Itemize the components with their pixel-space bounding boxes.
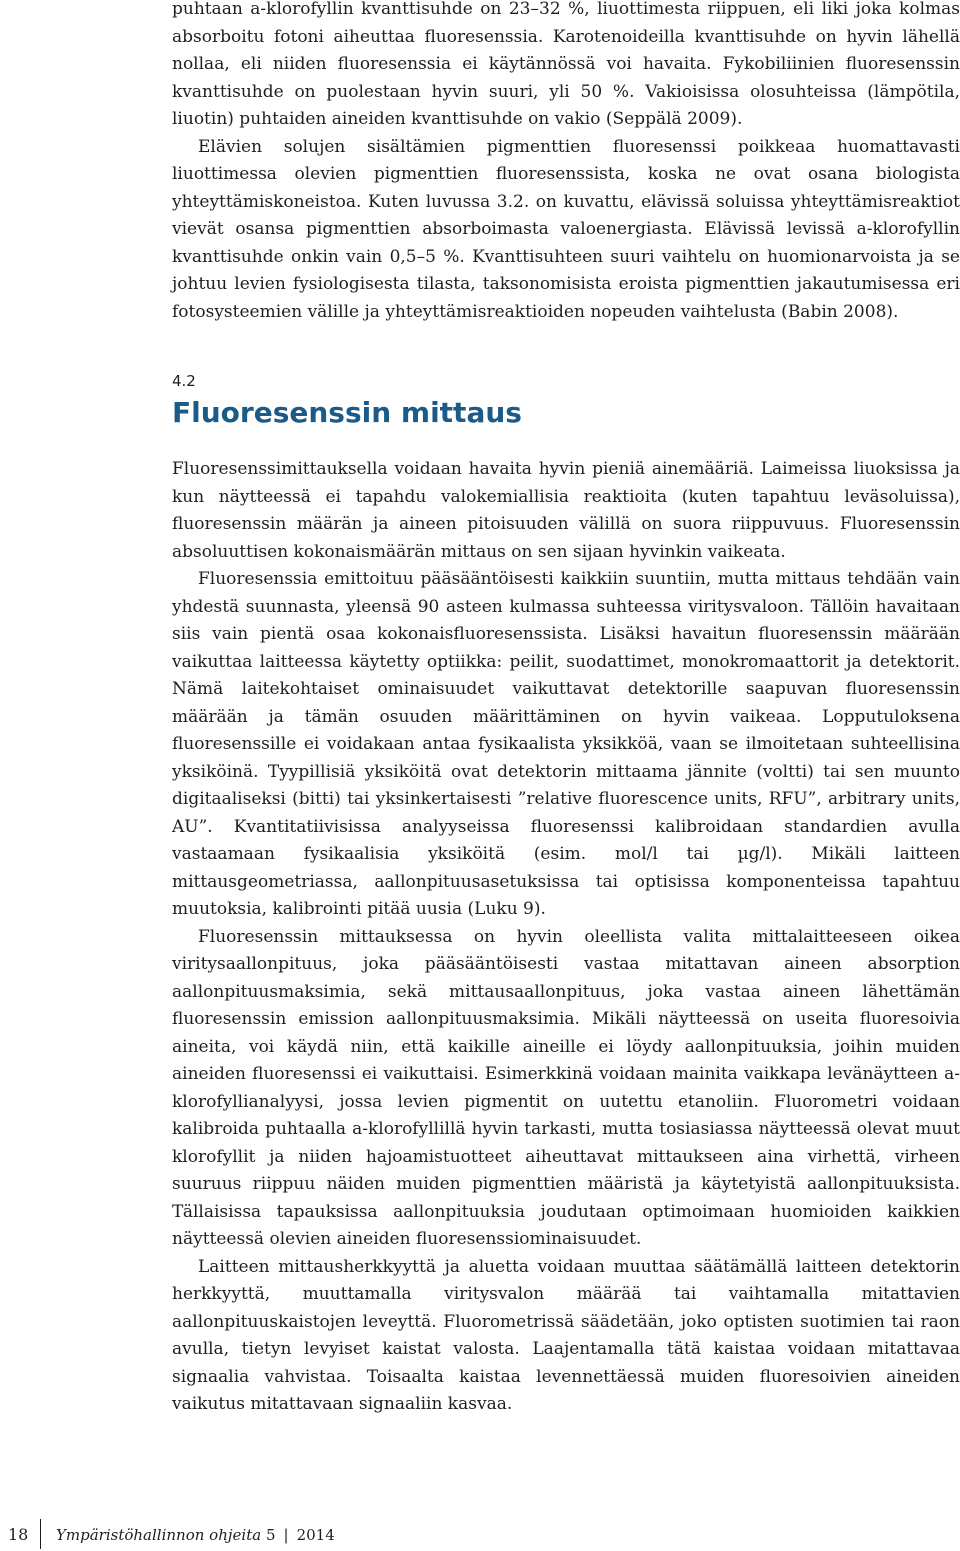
page-number: 18 [8,1525,29,1544]
footer-publication [56,1526,335,1544]
section-paragraph: Fluoresenssimittauksella voidaan havaita hyvin pieniä ainemääriä. Laimeissa liuoksissa ja kun näytteessä ei tapahdu valokemiallisia reaktioita (kuten tapahtuu leväsoluissa), fluoresenssin määrän ja aineen pitoisuuden välillä on suora riippuvuus. Fluoresenssin absoluuttisen kokonaismäärän mittaus on sen sijaan hyvinkin vaikeata. [172,459,960,562]
section-paragraph: Fluoresenssia emittoituu pääsääntöisesti kaikkiin suuntiin, mutta mittaus tehdään vain yhdestä suunnasta, yleensä 90 asteen kulmassa suhteessa viritysvaloon. Tällöin havaitaan siis vain pientä osaa kokonaisfluoresenssista. Lisäksi havaitun fluoresenssin määrään vaikuttaa laitteessa käytetty optiikka: peilit, suodattimet, monokromaattorit ja detektorit. Nämä laitekohtaiset ominaisuudet vaikuttavat detektorille saapuvan fluoresenssin määrään ja tämän osuuden määrittäminen on hyvin vaikeaa. Lopputuloksena fluoresenssille ei voidakaan antaa fysikaalista yksikköä, vaan se ilmoitetaan suhteellisina yksiköinä. Tyypillisiä yksiköitä ovat detektorin mittaama jännite (voltti) tai sen muunto digitaaliseksi (bitti) tai yksinkertaisesti ”relative fluorescence units, RFU”, arbitrary units, AU”. Kvantitatiivisissa analyyseissa fluoresenssi kalibroidaan standardien avulla vastaamaan fysikaalisia yksiköitä (esim. mol/l tai µg/l). Mikäli laitteen mittausgeometriassa, aallonpituusasetuksissa tai optisissa komponenteissa tapahtuu muutoksia, kalibrointi pitää uusia (Luku 9). [172,569,960,919]
body-paragraph: puhtaan a-klorofyllin kvanttisuhde on 23–32 %, liuottimesta riippuen, eli liki joka kolmas absorboitu fotoni aiheuttaa fluoresenssia. Karotenoideilla kvanttisuhde on hyvin lähellä nollaa, eli niiden fluoresenssia ei käytännössä voi havaita. Fykobiliinien fluoresenssin kvanttisuhde on puolestaan hyvin suuri, yli 50 %. Vakioisissa olosuhteissa (lämpötila, liuotin) puhtaiden aineiden kvanttisuhde on vakio (Seppälä 2009). [172,0,960,129]
publication-name: Ympäristöhallinnon ohjeita [56,1526,262,1544]
footer-pipe: | [283,1526,289,1544]
section-title: Fluoresenssin mittaus [172,396,522,429]
page-footer [0,1519,960,1551]
publication-year: 2014 [296,1526,335,1544]
page-content [172,0,960,1419]
body-paragraph: Elävien solujen sisältämien pigmenttien fluoresenssi poikkeaa huomattavasti liuottimessa olevien pigmenttien fluoresenssista, koska ne ovat osana biologista yhteyttämiskoneistoa. Kuten luvussa 3.2. on kuvattu, elävissä soluissa yhteyttämisreaktiot vievät osansa pigmenttien absorboimasta valoenergiasta. Elävissä levissä a-klorofyllin kvanttisuhde onkin vain 0,5–5 %. Kvanttisuhteen suuri vaihtelu on huomionarvoista ja se johtuu levien fysiologisesta tilasta, taksonomisista eroista pigmenttien jakautumisessa eri fotosysteemien välille ja yhteyttämisreaktioiden nopeuden vaihtelusta (Babin 2008). [172,136,960,322]
section-paragraph: Fluoresenssin mittauksessa on hyvin oleellista valita mittalaitteeseen oikea viritysaallonpituus, joka pääsääntöisesti vastaa mitattavan aineen absorption aallonpituusmaksimia, sekä mittausaallonpituus, joka vastaa aineen lähettämän fluoresenssin emission aallonpituusmaksimia. Mikäli näytteessä on useita fluoresoivia aineita, voi käydä niin, että kaikille aineille ei löydy aallonpituuksia, joihin muiden aineiden fluoresenssi ei vaikuttaisi. Esimerkkinä voidaan mainita vaikkapa levänäytteen a-klorofyllianalyysi, jossa levien pigmentit on uutettu etanoliin. Fluorometri voidaan kalibroida puhtaalla a-klorofyllillä hyvin tarkasti, mutta tosiasiassa näytteessä olevat muut klorofyllit ja niiden hajoamistuotteet aiheuttavat mittaukseen aina virhettä, virheen suuruus riippuu näiden muiden pigmenttien määristä ja käytetyistä aallonpituuksista. Tällaisissa tapauksissa aallonpituuksia joudutaan optimoimaan huomioiden kaikkien näytteessä olevien aineiden fluoresenssiominaisuudet. [172,926,960,1249]
section-paragraph: Laitteen mittausherkkyyttä ja aluetta voidaan muuttaa säätämällä laitteen detektorin herkkyyttä, muuttamalla viritysvalon määrää tai vaihtamalla mitattavien aallonpituuskaistojen leveyttä. Fluorometrissä säädetään, joko optisten suotimien tai raon avulla, tietyn levyiset kaistat valosta. Laajentamalla tätä kaistaa voidaan mitattavaa signaalia vahvistaa. Toisaalta kaistaa levennettäessä muiden fluoresoivien aineiden vaikutus mitattavaan signaaliin kasvaa. [172,1256,960,1414]
section-body [172,456,960,1419]
publication-issue: 5 [265,1526,276,1544]
footer-divider [40,1519,41,1549]
section-number: 4.2 [172,372,196,390]
